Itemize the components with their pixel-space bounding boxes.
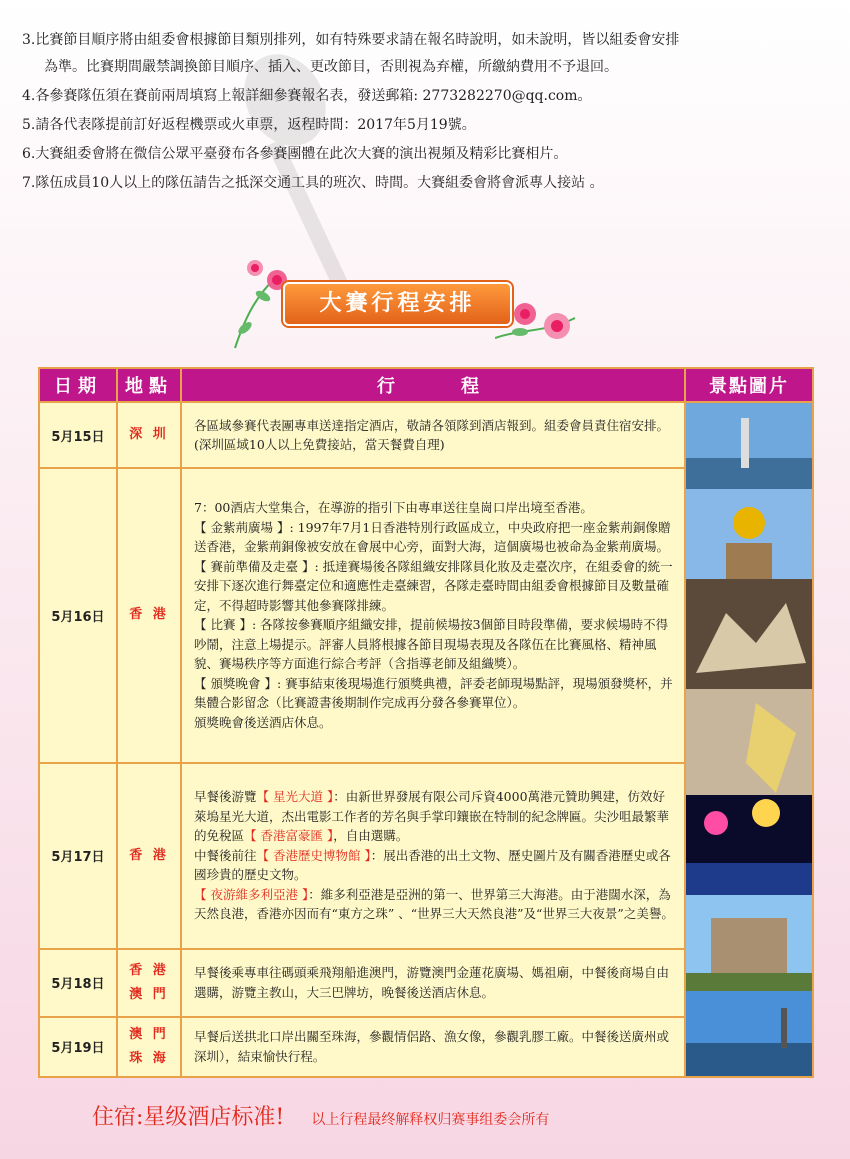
note-text: 3.比賽節目順序將由組委會根據節目類別排列，如有特殊要求請在報名時說明，如未說明，皆以組委會安排	[22, 32, 680, 48]
detail-paragraph: 頒獎晚會後送酒店休息。	[194, 714, 332, 730]
header-itinerary: 行 程	[181, 368, 685, 402]
section-title-banner	[225, 258, 585, 363]
itinerary-table	[38, 367, 814, 1078]
row-place: 香 港	[117, 763, 181, 949]
notes-section	[22, 30, 822, 202]
highlight-place: 【 香港富豪匯 】	[244, 828, 334, 844]
note-text: 6.大賽組委會將在微信公眾平臺發布各參賽團體在此次大賽的演出視頻及精彩比賽相片。	[22, 146, 568, 162]
text-run: 早餐後游覽	[194, 789, 257, 805]
detail-paragraph: 【 賽前準備及走臺 】: 抵達賽場後各隊組織安排隊員化妝及走臺次序，在組委會的統一安排下逐次進行舞臺定位和適應性走臺練習，各隊走臺時間由組委會根據節目及數量確定，不得超時影響其他參賽隊排練。	[194, 558, 673, 613]
row-date: 5月19日	[39, 1017, 117, 1077]
note-text: 5.請各代表隊提前訂好返程機票或火車票，返程時間：2017年5月19號。	[22, 117, 476, 133]
row-detail	[181, 468, 685, 762]
footer	[92, 1100, 549, 1131]
header-photos: 景點圖片	[685, 368, 813, 402]
table-row	[39, 402, 813, 468]
row-place: 澳 門 珠 海	[117, 1017, 181, 1077]
note-text: 4.各參賽隊伍須在賽前兩周填寫上報詳細參賽報名表，發送郵箱: 2773282270@qq.com。	[22, 88, 592, 104]
text-run: ，自由選購。	[333, 828, 409, 844]
note-item	[22, 144, 822, 165]
row-detail	[181, 1017, 685, 1077]
row-date: 5月18日	[39, 949, 117, 1017]
detail-paragraph: 【 頒獎晚會 】: 賽事結束後現場進行頒獎典禮，評委老師現場點評，現場頒發獎杯，并集體合影留念（比賽證書後期制作完成再分發各參賽單位）。	[194, 675, 673, 711]
note-continuation: 為準。比賽期間嚴禁調換節目順序、插入、更改節目，否則視為弃權，所繳納費用不予退回。	[44, 59, 618, 75]
row-detail	[181, 763, 685, 949]
detail-paragraph: 早餐后送拱北口岸出關至珠海，參觀情侶路、漁女像，參觀乳膠工廠。中餐後送廣州或深圳），結束愉快行程。	[194, 1029, 670, 1064]
table-header-row	[39, 368, 813, 402]
highlight-place: 【 香港歷史博物館 】	[256, 847, 371, 863]
row-date: 5月15日	[39, 402, 117, 468]
text-run: ：展出香港的出土文物、歷史圖片及有關香港歷史或各國珍貴的歷史文物。	[194, 847, 671, 883]
section-title: 大賽行程安排	[283, 282, 512, 326]
note-item	[22, 173, 822, 194]
note-item	[22, 115, 822, 136]
note-text: 7.隊伍成員10人以上的隊伍請告之抵深交通工具的班次、時間。大賽組委會將會派專人接站 。	[22, 175, 604, 191]
detail-paragraph	[194, 846, 674, 885]
detail-paragraph: 【 比賽 】: 各隊按參賽順序組織安排，提前候場按3個節目時段準備，要求候場時不得吵鬧，注意上場提示。評審人員將根據各節目現場表現及各隊伍在比賽風格、精神風貌、賽場秩序等方面進行綜合考評（含指導老師及組織獎）。	[194, 617, 669, 672]
detail-paragraph: 各區域參賽代表團專車送達指定酒店，敬請各領隊到酒店報到。組委會員責住宿安排。 (深圳區域10人以上免費接站，當天餐費自理)	[194, 417, 670, 453]
text-run: ：維多利亞港是亞洲的第一、世界第三大海港。由于港闊水深，為天然良港，香港亦因而有“東方之珠” 、“世界三大天然良港”及“世界三大夜景”之美譽。	[194, 886, 674, 922]
detail-paragraph: 7：00酒店大堂集合，在導游的指引下由專車送往皇崗口岸出境至香港。	[194, 500, 593, 516]
row-place: 香 港 澳 門	[117, 949, 181, 1017]
rose-vine-right-icon	[495, 278, 585, 363]
scenic-photos-image	[686, 403, 812, 1076]
row-detail	[181, 402, 685, 468]
photo-column	[685, 402, 813, 1077]
row-place: 香 港	[117, 468, 181, 762]
highlight-place: 【 夜游維多利亞港 】	[194, 886, 309, 902]
detail-paragraph: 【 金紫荊廣場 】: 1997年7月1日香港特別行政區成立，中央政府把一座金紫荊銅像贈送香港，金紫荊銅像被安放在會展中心旁，面對大海，這個廣場也被命為金紫荊廣場。	[194, 519, 671, 555]
row-date: 5月17日	[39, 763, 117, 949]
highlight-place: 【 星光大道 】	[256, 789, 334, 805]
header-date: 日期	[39, 368, 117, 402]
disclaimer: 以上行程最终解释权归赛事组委会所有	[311, 1112, 550, 1128]
detail-paragraph	[194, 885, 674, 924]
note-item	[22, 86, 822, 107]
row-detail	[181, 949, 685, 1017]
row-place: 深 圳	[117, 402, 181, 468]
row-date: 5月16日	[39, 468, 117, 762]
text-run: ：由新世界發展有限公司斥資4000萬港元贊助興建，仿效好萊塢星光大道，杰出電影工作者的芳名與手掌印鑲嵌在特制的紀念牌匾。尖沙咀最繁華的免稅區	[194, 789, 670, 844]
detail-paragraph: 早餐後乘專車往碼頭乘飛翔船進澳門，游覽澳門金蓮花廣場、媽祖廟，中餐後商場自由選購，游覽主教山，大三巴牌坊，晚餐後送酒店休息。	[194, 965, 670, 1000]
accommodation-note: 住宿:星级酒店标准!	[92, 1105, 285, 1130]
note-item	[22, 30, 822, 78]
text-run: 中餐後前往	[194, 847, 257, 863]
header-place: 地點	[117, 368, 181, 402]
detail-paragraph	[194, 787, 674, 846]
